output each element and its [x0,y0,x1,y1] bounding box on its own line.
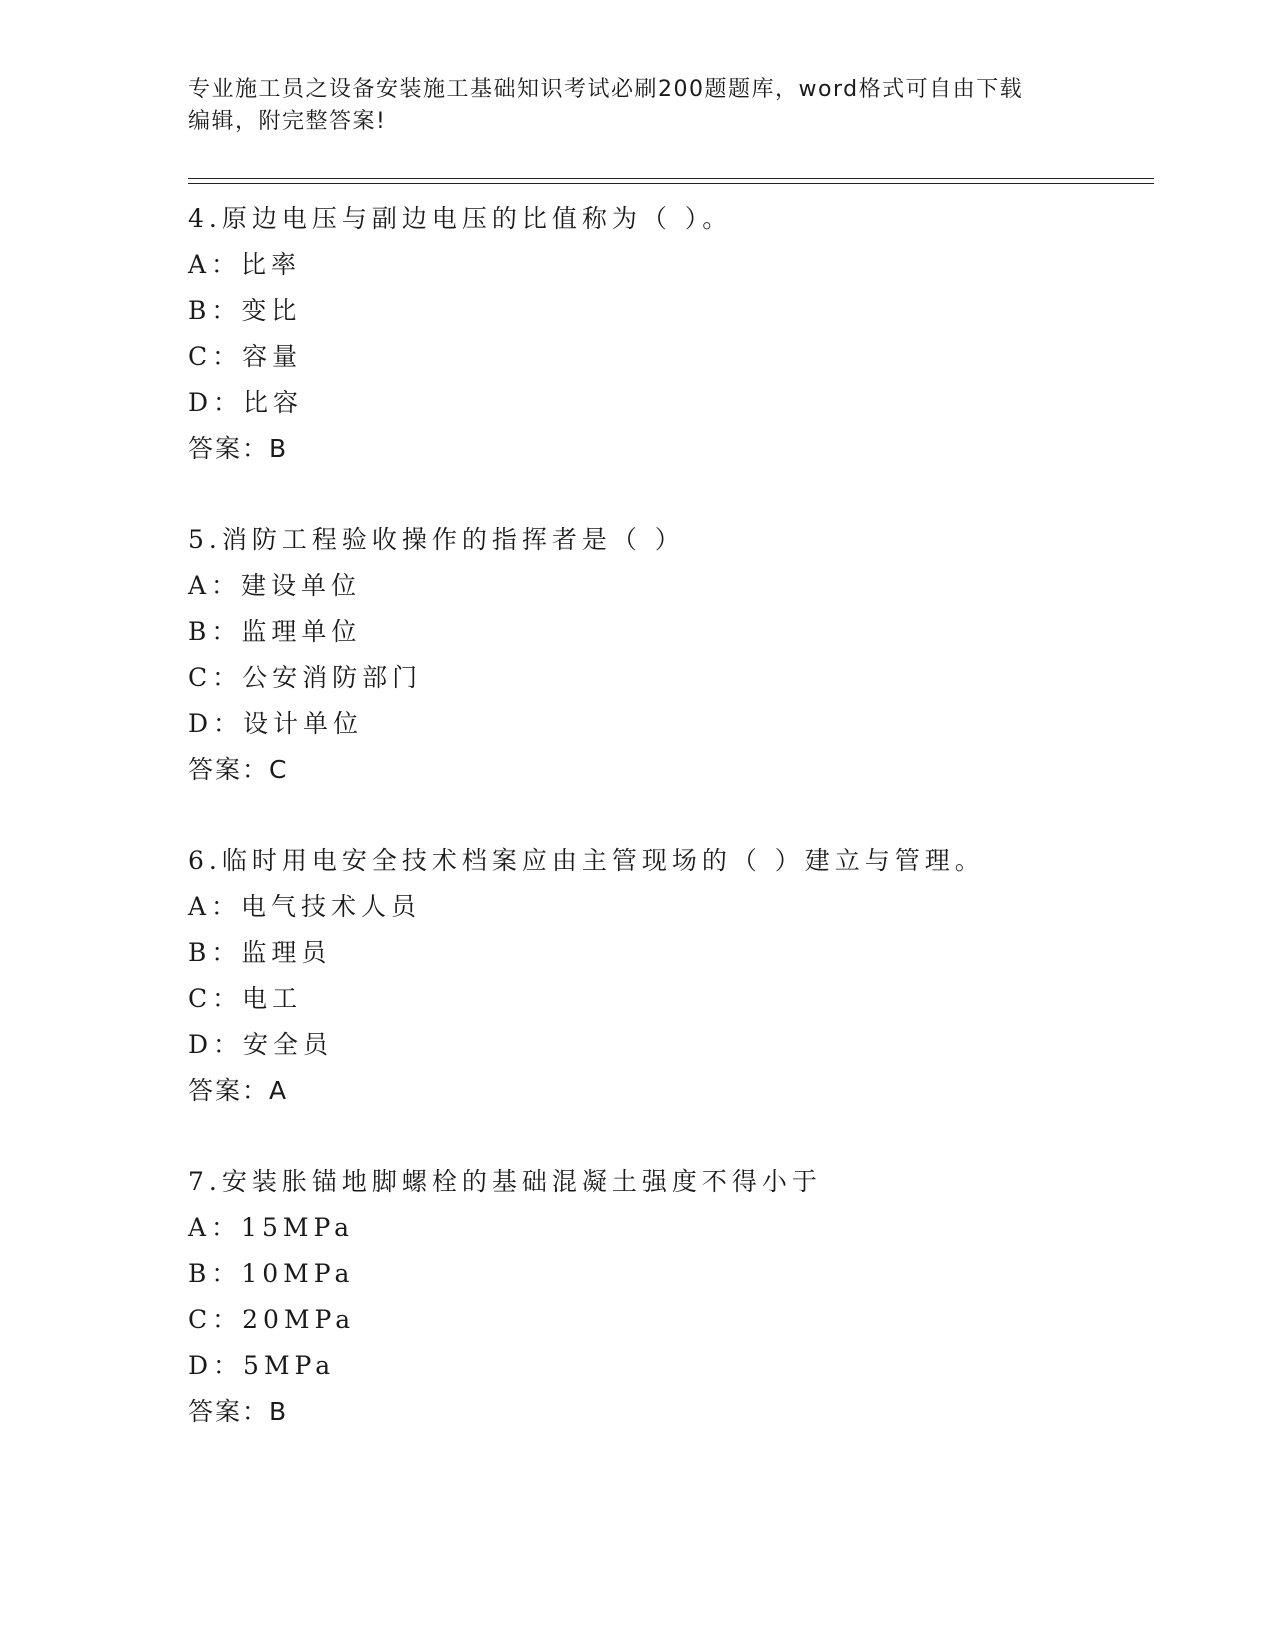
answer-line [188,1389,1148,1435]
option-b: B：监理员 [188,938,332,967]
option-a: A：15MPa [188,1213,355,1242]
header-divider-bottom [188,183,1154,184]
answer-label: 答案： [188,1397,270,1426]
question-block [188,838,1148,1114]
answer-value: B [269,434,289,463]
question-block [188,517,1148,793]
option-c: C：公安消防部门 [188,663,423,692]
answer-label: 答案： [188,1076,270,1105]
option-d: D：比容 [188,388,304,417]
option-c: C：20MPa [188,1305,356,1334]
option-d: D：5MPa [188,1351,336,1380]
answer-line [188,1068,1148,1114]
answer-value: B [269,1397,289,1426]
document-header [188,74,1068,138]
question-block [188,1159,1148,1435]
option-d: D：安全员 [188,1030,334,1059]
answer-line [188,747,1148,793]
option-d: D：设计单位 [188,709,364,738]
question-stem: 7.安装胀锚地脚螺栓的基础混凝土强度不得小于 [188,1167,822,1196]
answer-label: 答案： [188,434,270,463]
option-b: B：变比 [188,296,302,325]
answer-value: C [269,755,289,784]
answer-label: 答案： [188,755,270,784]
answer-line [188,426,1148,472]
option-a: A：建设单位 [188,571,362,600]
option-b: B：监理单位 [188,617,362,646]
option-c: C：电工 [188,984,303,1013]
header-divider-top [188,178,1154,179]
option-c: C：容量 [188,342,303,371]
answer-value: A [269,1076,289,1105]
question-stem: 4.原边电压与副边电压的比值称为（ ）。 [188,204,733,233]
option-b: B：10MPa [188,1259,355,1288]
question-stem: 6.临时用电安全技术档案应由主管现场的（ ）建立与管理。 [188,846,985,875]
header-line-2: 编辑，附完整答案! [188,109,387,134]
header-line-1: 专业施工员之设备安装施工基础知识考试必刷200题题库，word格式可自由下载 [188,77,1024,102]
option-a: A：比率 [188,250,302,279]
question-block [188,196,1148,472]
question-stem: 5.消防工程验收操作的指挥者是（ ） [188,525,685,554]
option-a: A：电气技术人员 [188,892,422,921]
